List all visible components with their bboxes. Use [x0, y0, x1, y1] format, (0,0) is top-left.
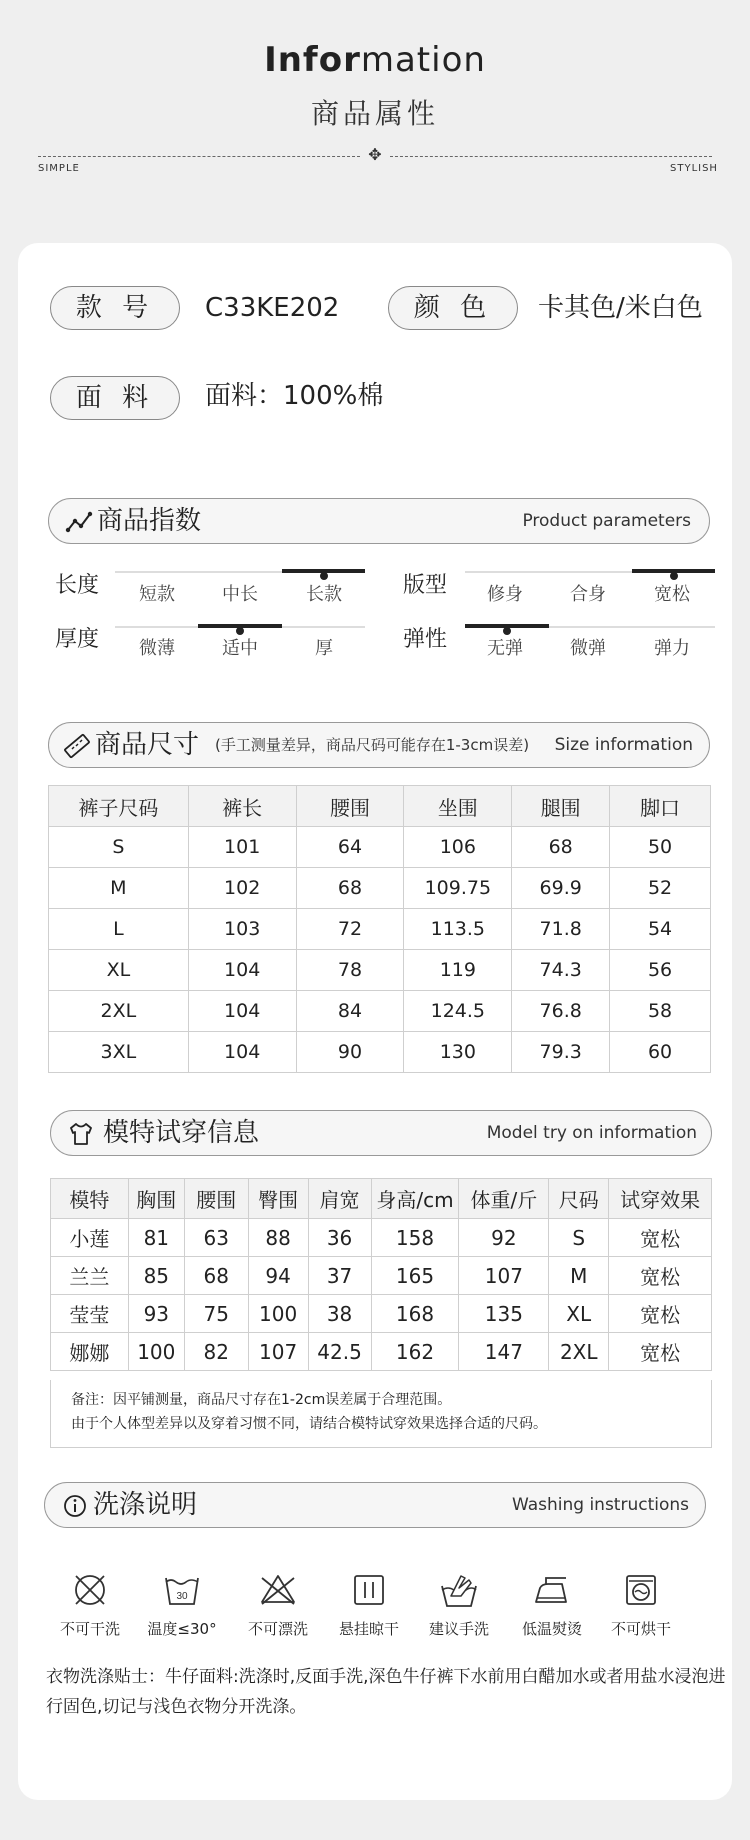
wash-section-header: [44, 1482, 706, 1528]
table-cell: 69.9: [512, 868, 610, 909]
table-cell: 37: [308, 1257, 371, 1295]
no-tumble-dry-icon: [621, 1570, 661, 1610]
size-table: [48, 785, 711, 1073]
table-cell: 102: [188, 868, 296, 909]
table-cell: M: [549, 1257, 609, 1295]
table-cell: 74.3: [512, 950, 610, 991]
table-cell: 100: [248, 1295, 308, 1333]
size-section-header: [48, 722, 710, 768]
model-col-header: 试穿效果: [609, 1179, 712, 1219]
model-col-header: 腰围: [184, 1179, 248, 1219]
wash-section-en: Washing instructions: [511, 1495, 689, 1515]
wash-label: 不可漂洗: [247, 1620, 308, 1638]
title-rest: mation: [360, 40, 486, 80]
table-cell: 68: [296, 868, 404, 909]
table-cell: 94: [248, 1257, 308, 1295]
param-fit-name: 版型: [403, 573, 448, 598]
table-row: [51, 1295, 712, 1333]
table-cell: 162: [371, 1333, 459, 1371]
table-cell: 宽松: [609, 1333, 712, 1371]
model-table-header-row: [51, 1179, 712, 1219]
table-cell: 75: [184, 1295, 248, 1333]
param-thickness-name: 厚度: [55, 627, 100, 652]
param-length-marker: [320, 572, 328, 580]
hand-wash-icon: [439, 1570, 479, 1610]
page-title: [0, 40, 750, 80]
table-cell: 103: [188, 909, 296, 950]
color-value: 卡其色/米白色: [538, 293, 703, 323]
size-section-note: (手工测量差异，商品尺码可能存在1-3cm误差): [215, 736, 530, 754]
table-cell: 107: [248, 1333, 308, 1371]
title-bold: Infor: [264, 40, 361, 80]
table-row: [49, 1032, 711, 1073]
table-cell: 79.3: [512, 1032, 610, 1073]
param-elasticity-opt-1: 微弹: [570, 638, 606, 659]
table-cell: 娜娜: [51, 1333, 129, 1371]
param-length-opt-1: 中长: [222, 584, 258, 605]
table-row: [51, 1333, 712, 1371]
table-cell: 2XL: [549, 1333, 609, 1371]
table-cell: 104: [188, 950, 296, 991]
no-bleach-icon: [258, 1570, 298, 1610]
wash-item-30: [139, 1570, 225, 1639]
trend-line-icon: [65, 508, 93, 536]
model-col-header: 肩宽: [308, 1179, 371, 1219]
table-cell: 莹莹: [51, 1295, 129, 1333]
table-cell: 135: [459, 1295, 549, 1333]
table-cell: 78: [296, 950, 404, 991]
table-cell: 兰兰: [51, 1257, 129, 1295]
table-cell: L: [49, 909, 189, 950]
table-cell: 3XL: [49, 1032, 189, 1073]
param-fit-opt-2: 宽松: [654, 584, 690, 605]
wash-label: 悬挂晾干: [338, 1620, 399, 1638]
info-circle-icon: [61, 1492, 89, 1520]
table-cell: 58: [610, 991, 711, 1032]
table-cell: 158: [371, 1219, 459, 1257]
wash-label: 低温熨烫: [521, 1620, 582, 1638]
low-iron-icon: [532, 1570, 572, 1610]
wash-label: 建议手洗: [428, 1620, 489, 1638]
no-dry-clean-icon: [70, 1570, 110, 1610]
table-cell: 100: [128, 1333, 184, 1371]
params-section-en: Product parameters: [522, 511, 691, 531]
header-divider-left: [38, 156, 360, 157]
table-cell: 165: [371, 1257, 459, 1295]
fabric-value: 面料：100%棉: [205, 381, 384, 411]
table-row: [49, 827, 711, 868]
size-col-header: 腰围: [296, 786, 404, 827]
table-cell: 107: [459, 1257, 549, 1295]
size-col-header: 脚口: [610, 786, 711, 827]
size-col-header: 裤子尺码: [49, 786, 189, 827]
param-fit-opt-1: 合身: [570, 584, 606, 605]
table-cell: 54: [610, 909, 711, 950]
table-cell: 宽松: [609, 1219, 712, 1257]
table-cell: 92: [459, 1219, 549, 1257]
wash-item-low-iron: [509, 1570, 595, 1639]
wash-item-no-tumble-dry: [598, 1570, 684, 1639]
wash-label: 温度≤30°: [147, 1620, 217, 1638]
table-cell: 72: [296, 909, 404, 950]
param-length-name: 长度: [55, 573, 100, 598]
table-cell: 宽松: [609, 1295, 712, 1333]
table-cell: 63: [184, 1219, 248, 1257]
wash-temp-text: 30: [176, 1591, 188, 1602]
table-row: [51, 1219, 712, 1257]
table-cell: 68: [512, 827, 610, 868]
table-cell: S: [549, 1219, 609, 1257]
table-cell: 宽松: [609, 1257, 712, 1295]
wash-label: 不可干洗: [59, 1620, 120, 1638]
table-cell: 168: [371, 1295, 459, 1333]
table-cell: 104: [188, 1032, 296, 1073]
model-note-line1: 备注：因平铺测量，商品尺寸存在1-2cm误差属于合理范围。: [71, 1392, 452, 1408]
style-no-label: 款 号: [50, 286, 180, 330]
table-cell: 88: [248, 1219, 308, 1257]
model-note-box: [50, 1380, 712, 1448]
color-label: 颜 色: [388, 286, 518, 330]
size-col-header: 腿围: [512, 786, 610, 827]
wash-tip: 衣物洗涤贴士：牛仔面料:洗涤时,反面手洗,深色牛仔裤下水前用白醋加水或者用盐水浸泡进行固色,切记与浅色衣物分开洗涤。: [46, 1667, 726, 1717]
model-table: [50, 1178, 712, 1371]
table-row: [49, 868, 711, 909]
table-cell: XL: [549, 1295, 609, 1333]
model-section-en: Model try on information: [486, 1123, 697, 1143]
size-section-title: 商品尺寸: [95, 730, 200, 760]
model-col-header: 身高/cm: [371, 1179, 459, 1219]
header-divider-right: [390, 156, 712, 157]
size-col-header: 坐围: [404, 786, 512, 827]
param-thickness-opt-2: 厚: [315, 638, 333, 659]
table-cell: 109.75: [404, 868, 512, 909]
wash-section-title: 洗涤说明: [93, 1490, 198, 1520]
table-cell: 84: [296, 991, 404, 1032]
table-cell: S: [49, 827, 189, 868]
table-row: [49, 950, 711, 991]
ruler-icon: [63, 732, 91, 760]
table-cell: XL: [49, 950, 189, 991]
table-cell: 71.8: [512, 909, 610, 950]
model-section-title: 模特试穿信息: [103, 1118, 260, 1148]
corner-label-right: STYLISH: [670, 163, 718, 174]
param-elasticity-name: 弹性: [403, 627, 448, 652]
wash-item-no-dry-clean: [47, 1570, 133, 1639]
table-row: [49, 991, 711, 1032]
hang-dry-icon: [349, 1570, 389, 1610]
params-section-header: [48, 498, 710, 544]
table-cell: M: [49, 868, 189, 909]
table-cell: 124.5: [404, 991, 512, 1032]
page-subtitle: 商品属性: [310, 97, 439, 130]
cross-ornament-icon: ✥: [368, 145, 382, 164]
table-cell: 90: [296, 1032, 404, 1073]
table-cell: 101: [188, 827, 296, 868]
param-fit-opt-0: 修身: [487, 584, 523, 605]
table-cell: 36: [308, 1219, 371, 1257]
size-table-header-row: [49, 786, 711, 827]
model-col-header: 尺码: [549, 1179, 609, 1219]
param-thickness-opt-0: 微薄: [139, 638, 175, 659]
table-cell: 104: [188, 991, 296, 1032]
param-fit-marker: [670, 572, 678, 580]
table-cell: 52: [610, 868, 711, 909]
table-cell: 85: [128, 1257, 184, 1295]
table-row: [49, 909, 711, 950]
table-cell: 106: [404, 827, 512, 868]
wash-item-no-bleach: [235, 1570, 321, 1639]
param-elasticity-opt-2: 弹力: [654, 638, 690, 659]
table-cell: 82: [184, 1333, 248, 1371]
param-elasticity-opt-0: 无弹: [487, 638, 523, 659]
model-col-header: 模特: [51, 1179, 129, 1219]
param-thickness-opt-1: 适中: [222, 638, 258, 659]
table-cell: 130: [404, 1032, 512, 1073]
model-note-line2: 由于个人体型差异以及穿着习惯不同，请结合模特试穿效果选择合适的尺码。: [71, 1416, 547, 1432]
table-cell: 93: [128, 1295, 184, 1333]
model-col-header: 体重/斤: [459, 1179, 549, 1219]
table-cell: 38: [308, 1295, 371, 1333]
table-cell: 81: [128, 1219, 184, 1257]
tshirt-icon: [67, 1120, 95, 1148]
params-section-title: 商品指数: [97, 506, 202, 536]
fabric-label: 面 料: [50, 376, 180, 420]
wash-30-icon: [162, 1570, 202, 1610]
size-col-header: 裤长: [188, 786, 296, 827]
size-section-en: Size information: [554, 735, 693, 755]
table-cell: 113.5: [404, 909, 512, 950]
wash-item-hang-dry: [326, 1570, 412, 1639]
model-col-header: 胸围: [128, 1179, 184, 1219]
table-cell: 64: [296, 827, 404, 868]
table-cell: 50: [610, 827, 711, 868]
table-cell: 56: [610, 950, 711, 991]
wash-item-hand-wash: [416, 1570, 502, 1639]
model-col-header: 臀围: [248, 1179, 308, 1219]
table-cell: 119: [404, 950, 512, 991]
table-row: [51, 1257, 712, 1295]
wash-label: 不可烘干: [610, 1620, 671, 1638]
model-section-header: [50, 1110, 712, 1156]
table-cell: 小莲: [51, 1219, 129, 1257]
param-length-opt-2: 长款: [306, 584, 342, 605]
table-cell: 42.5: [308, 1333, 371, 1371]
table-cell: 76.8: [512, 991, 610, 1032]
style-no-value: C33KE202: [205, 293, 340, 323]
corner-label-left: SIMPLE: [38, 163, 80, 174]
table-cell: 2XL: [49, 991, 189, 1032]
table-cell: 147: [459, 1333, 549, 1371]
param-length-opt-0: 短款: [139, 584, 175, 605]
table-cell: 60: [610, 1032, 711, 1073]
table-cell: 68: [184, 1257, 248, 1295]
